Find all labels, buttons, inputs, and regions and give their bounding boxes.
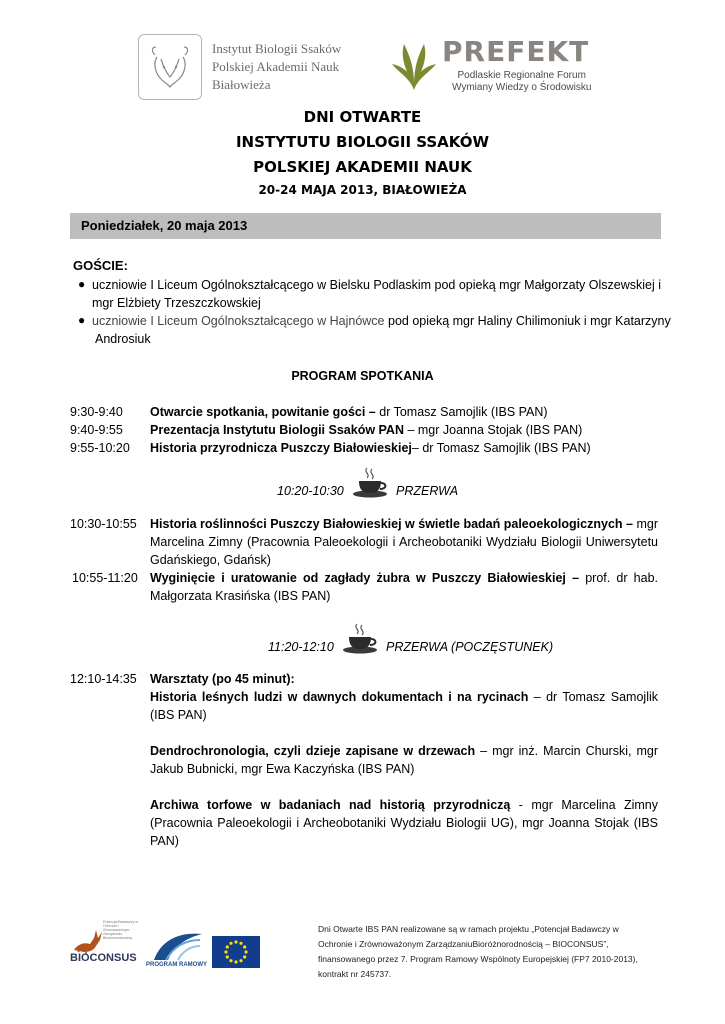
workshop-topic: Dendrochronologia, czyli dzieje zapisane w drzewach	[150, 744, 476, 758]
program-speaker: dr Tomasz Samojlik (IBS PAN)	[375, 405, 548, 419]
prefekt-sub-line: Podlaskie Regionalne Forum	[457, 70, 586, 81]
page-title-line: INSTYTUTU BIOLOGII SSAKÓW	[235, 133, 490, 151]
program-item	[150, 515, 658, 569]
ibs-line: Polskiej Akademii Nauk	[212, 59, 340, 74]
workshop-speaker: - mgr Marcelina Zimny (Pracownia Paleoekologii i Archeobotaniki Wydziału Biologii UG), mgr Joanna Stojak (IBS PAN)	[150, 798, 659, 848]
program-item	[150, 421, 658, 439]
workshop-topic: Historia leśnych ludzi w dawnych dokumentach i na rycinach	[150, 690, 529, 704]
program-item	[150, 403, 658, 421]
program-speaker: – dr Tomasz Samojlik (IBS PAN)	[411, 441, 591, 455]
program-speaker: prof. dr hab. Małgorzata Krasińska (IBS PAN)	[150, 571, 658, 603]
bullet-icon: ●	[78, 313, 86, 327]
program-title: PROGRAM SPOTKANIA	[291, 369, 434, 383]
program-topic: Otwarcie spotkania, powitanie gości –	[150, 405, 376, 419]
page-title-line: DNI OTWARTE	[303, 108, 422, 126]
program-time: 9:30-9:40	[70, 405, 123, 419]
guest-care: pod opieką mgr Haliny Chilimoniuk i mgr Katarzyny	[384, 314, 671, 328]
coffee-cup-icon	[341, 622, 379, 654]
break-label: PRZERWA (POCZĘSTUNEK)	[386, 640, 554, 654]
ibs-line: Białowieża	[212, 77, 271, 92]
workshops-heading	[150, 670, 658, 688]
bioconsus-tagline: Potencjał Badawczy w Ochronie i Zrównoważonym Zarządzaniu Bioróżnorodnością	[103, 920, 138, 940]
prefekt-title: PREFEKT	[442, 35, 590, 68]
program-topic: Wyginięcie i uratowanie od zagłady żubra w Puszczy Białowieskiej –	[150, 571, 580, 585]
workshop-topic: Archiwa torfowe w badaniach nad historią przyrodniczą	[150, 798, 511, 812]
bullet-icon: ●	[78, 277, 86, 291]
page-title-line: POLSKIEJ AKADEMII NAUK	[253, 158, 472, 176]
footer-note: Dni Otwarte IBS PAN realizowane są w ramach projektu „Potencjał Badawczy w Ochronie i Zrównoważonym ZarządzaniuBioróżnorodnością – BIOCONSUS”, finansowanego przez 7. Program Ramowy Wspólnoty Europejskiej (FP7 2010-2013), kontrakt nr 245737.	[318, 924, 638, 979]
prefekt-subtitle	[452, 70, 591, 94]
break-time: 11:20-12:10	[268, 640, 334, 654]
bioconsus-name: BIOCONSUS	[70, 952, 137, 964]
break-time: 10:20-10:30	[277, 484, 344, 498]
ibs-line: Instytut Biologii Ssaków	[212, 41, 342, 56]
guest-item-line	[92, 312, 671, 330]
program-time: 9:55-10:20	[70, 441, 130, 455]
date-place: 20-24 MAJA 2013, BIAŁOWIEŻA	[258, 183, 467, 197]
program-speaker: – mgr Joanna Stojak (IBS PAN)	[404, 423, 583, 437]
coffee-cup-icon	[351, 466, 389, 498]
guests-heading: GOŚCIE:	[73, 258, 128, 273]
program-item	[150, 569, 658, 605]
workshop-item	[150, 742, 658, 778]
program-speaker: mgr Marcelina Zimny (Pracownia Paleoekologii i Archeobotaniki Wydziału Biologii Uniwersytetu Gdańskiego, Gdańsk)	[150, 517, 659, 567]
workshop-speaker: – mgr inż. Marcin Churski, mgr Jakub Bubnicki, mgr Ewa Kaczyńska (IBS PAN)	[150, 744, 658, 776]
guest-item-line: mgr Elżbiety Trzeszczkowskiej	[92, 296, 261, 310]
workshop-speaker: – dr Tomasz Samojlik (IBS PAN)	[150, 690, 658, 722]
ibs-name	[212, 40, 341, 94]
guest-school: uczniowie I Liceum Ogólnokształcącego w Hajnówce	[92, 314, 385, 328]
day-header	[70, 213, 661, 239]
program-topic: Historia przyrodnicza Puszczy Białowieskiej	[150, 441, 412, 455]
workshops-title: Warsztaty (po 45 minut):	[150, 672, 295, 686]
program-time: 10:30-10:55	[70, 517, 137, 531]
program-time: 10:55-11:20	[72, 571, 138, 585]
program-ramowy-label: PROGRAM RAMOWY	[146, 962, 207, 968]
bison-icon	[139, 35, 201, 99]
program-topic: Historia roślinności Puszczy Białowieskiej w świetle badań paleoekologicznych –	[150, 517, 633, 531]
prefekt-leaf-icon	[388, 38, 440, 92]
program-item	[150, 439, 658, 457]
prefekt-sub-line: Wymiany Wiedzy o Środowisku	[452, 82, 592, 93]
eu-flag	[212, 936, 260, 968]
day-label: Poniedziałek, 20 maja 2013	[81, 218, 248, 233]
eu-stars-icon	[212, 936, 260, 968]
program-topic: Prezentacja Instytutu Biologii Ssaków PAN	[150, 423, 404, 437]
ibs-logo	[138, 34, 202, 100]
break-label: PRZERWA	[396, 484, 459, 498]
workshop-item	[150, 688, 658, 724]
workshop-item	[150, 796, 658, 850]
program-time: 9:40-9:55	[70, 423, 123, 437]
guest-item-line: uczniowie I Liceum Ogólnokształcącego w Bielsku Podlaskim pod opieką mgr Małgorzaty Olszewskiej i	[92, 278, 661, 292]
guest-item-line: Androsiuk	[95, 332, 151, 346]
program-time: 12:10-14:35	[70, 672, 137, 686]
